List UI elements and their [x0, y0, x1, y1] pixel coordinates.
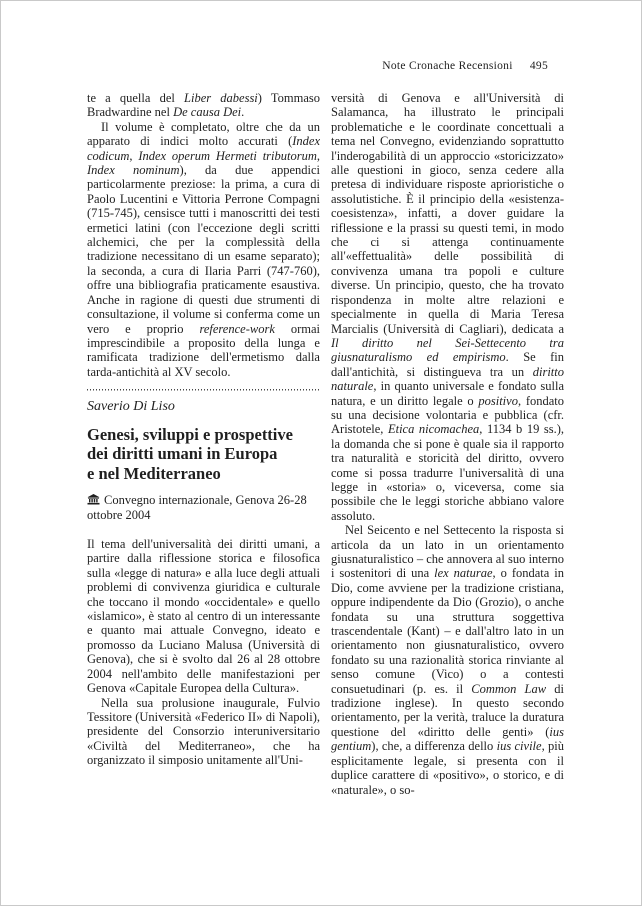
- italic-text: ius civile: [496, 739, 542, 754]
- section-divider-dotted: [87, 389, 320, 391]
- italic-text: Il diritto nel Sei-Settecento tra giusnaturalismo ed empirismo: [331, 335, 564, 365]
- italic-text: De causa Dei: [173, 105, 242, 120]
- left-column: [87, 91, 320, 768]
- article-title-line: e nel Mediterraneo: [87, 463, 221, 483]
- running-head: [331, 60, 564, 72]
- body-text: Il tema dell'universalità dei diritti umani, a partire dalla riflessione storica e filosofica sulla «legge di natura» e alla luce degli attuali problemi di convivenza giuridica e culturale che toccano il mondo «occidentale» e quello «islamico», è stato al centro di un interessante e quanto mai attuale Convegno, ideato e promosso da Luciano Malusa (Università di Genova), che si è svolto dal 26 al 28 ottobre 2004 nell'ambito delle manifestazioni per Genova «Capitale Europea della Cultura».: [87, 537, 320, 696]
- body-text: , in quanto universale e fondato sulla natura, e un diritto legale o: [331, 379, 564, 408]
- body-text: Il volume è completato, oltre che da un apparato di indici molto accurati (: [87, 119, 320, 149]
- article-header: [87, 389, 320, 523]
- body-text: , fondato su una decisione volontaria e pubblica (cfr. Aristotele,: [331, 393, 564, 437]
- paragraph: [331, 91, 564, 523]
- right-column: [331, 91, 564, 797]
- italic-text: diritto naturale: [331, 364, 564, 394]
- italic-text: ius gentium: [331, 724, 564, 754]
- italic-text: Common Law: [471, 681, 547, 696]
- body-text: ), da due appendici particolarmente preziose: la prima, a cura di Paolo Lucentini e Vittoria Perrone Compagni (715-745), censisce tutti i manoscritti dei testi ermetici latini (con l'eccezione degli scritti alchemici, che per la complessità della tradizione necessitano di un esame separato); la seconda, a cura di Ilaria Parri (747-760), offre una bibliografia praticamente esaustiva. Anche in ragione di questi due strumenti di consultazione, il volume si conferma come un vero e proprio: [87, 163, 320, 336]
- body-text: ormai imprescindibile a proposito della lunga e ramificata tradizione dell'ermetismo dalla tarda-antichità al XV secolo.: [87, 321, 320, 379]
- paragraph: [331, 523, 564, 797]
- body-text: .: [241, 105, 245, 120]
- body-text: Nella sua prolusione inaugurale, Fulvio Tessitore (Università «Federico II» di Napoli), presidente del Consorzio interuniversitario «Civiltà del Mediterraneo», che ha organizzato il simposio unitamente all'Uni-: [87, 695, 320, 768]
- article-author: Saverio Di Liso: [87, 399, 175, 415]
- italic-text: Liber dabessi: [184, 91, 258, 105]
- body-text: ,: [129, 148, 139, 163]
- body-text: te a quella del: [87, 91, 185, 105]
- body-text: , o fondata in Dio, come avviene per la tradizione cristiana, oppure indipendente da Dio (Grozio), o anche fondata su una struttura soggettiva trascendentale (Kant) – e dall'altro lato in un orientamento non giusnaturalistico, ovvero fondato su una razionalità storica rinviante al senso comune (Vico) o a contesti consuetudinari (p. es. il: [331, 566, 564, 696]
- body-text: , più esplicitamente legale, si presenta con il duplice carattere di «positivo», o storico, e di «naturale», o so-: [331, 739, 564, 797]
- body-text: ) Tommaso Bradwardine nel: [87, 91, 320, 120]
- article-title: [87, 425, 320, 484]
- italic-text: Index operum Hermeti tributorum: [138, 148, 317, 163]
- body-text: versità di Genova e all'Università di Salamanca, ha illustrato le principali problematiche e le coordinate concettuali a tema nel Convegno, evidenziando soprattutto l'inderogabilità di un approccio «storicizzato» alle questioni in gioco, senza cedere alla pretesa di individuare risposte aprioristiche o assolutistiche. È il principio della «esistenza-coesistenza», infatti, a dover guidare la riflessione e la prassi su questi temi, in modo che ci si attenga continuamente all'«effettualità» delle possibilità di convivenza umana tra popoli e culture diverse. Un principio, questo, che ha trovato rispondenza in molte altre relazioni e specialmente in quella di Maria Teresa Marcialis (Università di Cagliari), dedicata a: [331, 91, 564, 336]
- paragraph: [87, 120, 320, 379]
- italic-text: Index codicum: [87, 134, 320, 163]
- article-body-right: [331, 91, 564, 797]
- body-text: ), che, a differenza dello: [371, 739, 497, 754]
- paragraph: [87, 696, 320, 768]
- body-text: . Se fin dall'antichità, si distingueva tra un: [331, 350, 565, 379]
- article-title-line: dei diritti umani in Europa: [87, 444, 278, 464]
- paragraph: [87, 91, 320, 120]
- review-ending-paragraphs: [87, 91, 320, 379]
- article-body-left: [87, 537, 320, 768]
- event-text: Convegno internazionale, Genova 26-28 ottobre 2004: [87, 493, 307, 523]
- body-text: Nel Seicento e nel Settecento la risposta si articola da un lato in un orientamento giusnaturalistico – che annovera al suo interno i sostenitori di una: [331, 523, 564, 581]
- paragraph: [87, 537, 320, 695]
- italic-text: Index nominum: [87, 163, 180, 178]
- page-number: 495: [529, 60, 548, 72]
- italic-text: positivo: [478, 393, 518, 408]
- running-head-title: Note Cronache Recensioni: [382, 60, 513, 72]
- article-title-line: Genesi, sviluppi e prospettive: [87, 424, 293, 444]
- body-text: di tradizione inglese). In questo secondo orientamento, per la verità, traluce la duratura questione del «diritto delle genti» (: [331, 681, 564, 739]
- italic-text: Etica nicomachea: [387, 422, 480, 437]
- body-text: ,: [316, 148, 320, 163]
- event-line: [87, 493, 320, 523]
- classical-building-icon: [87, 494, 100, 505]
- italic-text: lex naturae: [434, 566, 493, 581]
- body-text: , 1134 b 19 ss.), la domanda che si pone è quale sia il rapporto tra naturalità e storicità del diritto, ovvero come si possa tradurre l'universalità di una legge in «storia» o, viceversa, come sia possibile che le leggi storiche abbiano valore assoluto.: [331, 422, 565, 523]
- italic-text: reference-work: [199, 321, 275, 336]
